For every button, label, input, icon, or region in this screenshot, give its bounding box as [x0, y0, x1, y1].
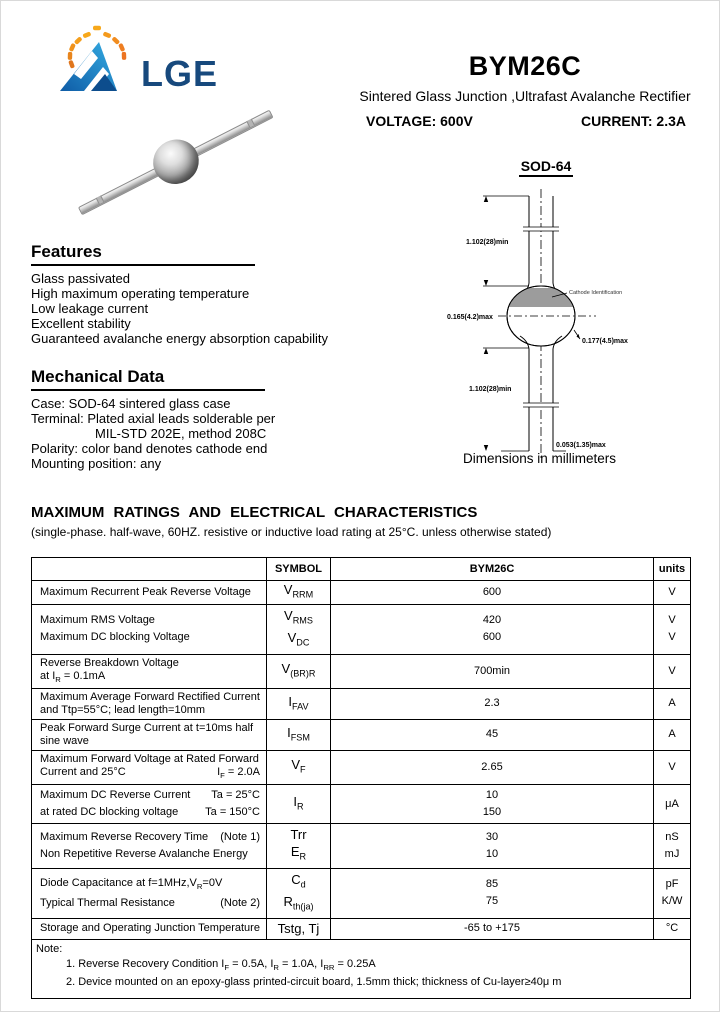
- cell-line: $V_{RMS}$: [284, 607, 313, 626]
- ratings-cell: [32, 605, 266, 654]
- cell-line: 700min: [473, 664, 511, 677]
- lead-break: [525, 227, 557, 231]
- brand-name: LGE: [141, 53, 219, 94]
- cell-line: V: [668, 585, 676, 598]
- ratings-cell: [330, 919, 653, 939]
- cell-line: Maximum Forward Voltage at Rated Forward: [40, 752, 259, 765]
- cell-line: nS: [665, 830, 679, 843]
- cell-line: Maximum DC Reverse Current Ta = 25°C: [40, 789, 260, 802]
- ratings-cell: [330, 869, 653, 918]
- cell-line: Trr: [290, 827, 307, 843]
- package-name: [491, 158, 601, 176]
- ratings-cell: [266, 919, 330, 939]
- diode-photo: [69, 93, 281, 232]
- ratings-cell: [32, 785, 266, 823]
- ratings-cell: [653, 655, 690, 688]
- ratings-cell: [330, 655, 653, 688]
- ratings-row: [32, 784, 690, 823]
- ratings-cell: [266, 581, 330, 604]
- cell-line: pF: [665, 878, 679, 891]
- ratings-cell: [32, 869, 266, 918]
- cathode-band: [506, 288, 576, 307]
- ratings-cell: [32, 581, 266, 604]
- features-heading: Features: [31, 242, 255, 266]
- lead-break: [525, 403, 557, 407]
- mechanical-heading: Mechanical Data: [31, 367, 265, 391]
- ratings-row: [32, 918, 690, 939]
- cell-line: Maximum Reverse Recovery Time (Note 1): [40, 830, 260, 843]
- ratings-row: [32, 604, 690, 654]
- diode-lead-left: [78, 167, 160, 215]
- mechanical-line: MIL-STD 202E, method 208C: [95, 426, 267, 441]
- ratings-cell: [653, 824, 690, 868]
- ratings-cell: [653, 581, 690, 604]
- cell-line: 30: [485, 830, 499, 843]
- ratings-cell: [266, 751, 330, 784]
- cell-line: Reverse Breakdown Voltage: [40, 656, 179, 669]
- cell-line: Tstg, Tj: [277, 921, 320, 937]
- lead-crimp: [95, 195, 104, 204]
- ratings-row: [32, 868, 690, 918]
- ratings-cell: [266, 689, 330, 719]
- logo-mountain-icon: [60, 42, 117, 91]
- cell-line: V: [668, 761, 676, 774]
- cell-line: 10: [485, 847, 499, 860]
- ratings-cell: [266, 720, 330, 750]
- ratings-subheading: (single-phase. half-wave, 60HZ. resistive or inductive load rating at 25°C. unless otherwise stated): [31, 525, 552, 539]
- cell-line: A: [668, 697, 676, 710]
- cell-line: sine wave: [40, 734, 89, 747]
- notes-section: [32, 939, 690, 998]
- diode-body: [145, 132, 206, 192]
- cell-line: Typical Thermal Resistance (Note 2): [40, 896, 260, 909]
- ratings-cell: [653, 751, 690, 784]
- cell-line: $V_{RRM}$: [283, 582, 314, 600]
- cell-line: $E_R$: [290, 844, 307, 862]
- cell-line: at rated DC blocking voltage Ta = 150°C: [40, 806, 260, 819]
- header-cell-parameter: [32, 558, 266, 580]
- ratings-cell: [32, 689, 266, 719]
- cell-line: °C: [665, 922, 679, 935]
- cell-line: $V_{DC}$: [287, 630, 310, 648]
- cell-line: Storage and Operating Junction Temperature: [40, 922, 260, 935]
- ratings-cell: [653, 605, 690, 654]
- cell-line: at $I_R = 0.1mA$: [40, 669, 106, 684]
- logo-graphic: [29, 21, 244, 101]
- note-item: 1. Reverse Recovery Condition $I_F = 0.5A$, $I_R = 1.0A$, $I_{RR} = 0.25A$: [66, 957, 376, 973]
- ratings-cell: [330, 824, 653, 868]
- diode-lead-right: [191, 109, 273, 157]
- cell-line: and Ttp=55°C; lead length=10mm: [40, 703, 206, 716]
- ratings-cell: [653, 785, 690, 823]
- cell-line: Diode Capacitance at $f=1MHz,V_R=0V$: [40, 876, 223, 891]
- cell-line: $C_d$: [291, 871, 306, 890]
- cell-line: 600: [482, 631, 502, 644]
- dim-body-height-label: 0.177(4.5)max: [582, 338, 628, 345]
- ratings-cell: [266, 785, 330, 823]
- cell-line: $V_F$: [291, 757, 306, 775]
- mechanical-data-section: [31, 367, 371, 471]
- ratings-cell: [330, 785, 653, 823]
- features-section: [31, 242, 361, 346]
- ratings-table-header: [32, 558, 690, 581]
- header-cell-symbol: SYMBOL: [266, 558, 330, 580]
- dim-lead-diameter-label: 0.053(1.35)max: [556, 442, 606, 449]
- dimensions-caption: Dimensions in millimeters: [463, 451, 617, 466]
- ratings-cell: [330, 689, 653, 719]
- mechanical-line: Mounting position: any: [31, 456, 162, 471]
- mechanical-list: [31, 396, 371, 471]
- note-label: Note:: [36, 942, 63, 955]
- ratings-table-body: [32, 581, 690, 939]
- mechanical-line: Terminal: Plated axial leads solderable per: [31, 411, 276, 426]
- cell-line: 150: [482, 806, 502, 819]
- cathode-identification-label: Cathode Identification: [569, 290, 623, 296]
- cell-line: Non Repetitive Reverse Avalanche Energy: [40, 847, 248, 860]
- feature-item: Excellent stability: [31, 316, 131, 331]
- cell-line: 85: [485, 878, 499, 891]
- ratings-cell: [653, 720, 690, 750]
- ratings-cell: [266, 655, 330, 688]
- dim-top-lead-label: 1.102(28)min: [466, 239, 509, 246]
- cell-line: $I_R$: [293, 793, 304, 812]
- cell-line: V: [668, 664, 676, 677]
- current-label: CURRENT: 2.3A: [580, 113, 686, 129]
- ratings-cell: [32, 720, 266, 750]
- cell-line: $I_{FAV}$: [288, 693, 309, 712]
- cell-line: 2.3: [484, 697, 500, 710]
- cell-line: Maximum DC blocking Voltage: [40, 631, 190, 644]
- mechanical-line: Case: SOD-64 sintered glass case: [31, 396, 231, 411]
- ratings-cell: [330, 581, 653, 604]
- ratings-cell: [653, 869, 690, 918]
- ratings-row: [32, 654, 690, 688]
- ratings-row: [32, 750, 690, 784]
- cell-line: 420: [482, 614, 502, 627]
- cell-line: $I_{FSM}$: [287, 724, 310, 743]
- ratings-row: [32, 719, 690, 750]
- features-list: [31, 271, 361, 346]
- cell-line: $V_{(BR)R}$: [281, 661, 316, 679]
- cell-line: $R_{th(ja)}$: [283, 894, 314, 912]
- ratings-cell: [330, 720, 653, 750]
- dim-body-width-label: 0.165(4.2)max: [447, 314, 493, 321]
- header-cell-value: BYM26C: [330, 558, 653, 580]
- cell-line: V: [668, 631, 676, 644]
- ratings-cell: [653, 919, 690, 939]
- cell-line: A: [668, 728, 676, 741]
- ratings-row: [32, 823, 690, 868]
- feature-item: High maximum operating temperature: [31, 286, 250, 301]
- cell-line: 45: [485, 728, 499, 741]
- cell-line: Maximum Recurrent Peak Reverse Voltage: [40, 585, 251, 598]
- cell-line: Maximum Average Forward Rectified Current: [40, 690, 260, 703]
- ratings-heading: MAXIMUM RATINGS AND ELECTRICAL CHARACTERISTICS: [31, 504, 478, 521]
- cell-line: 75: [485, 895, 499, 908]
- ratings-cell: [32, 655, 266, 688]
- voltage-label: VOLTAGE: 600V: [366, 113, 473, 129]
- feature-item: Guaranteed avalanche energy absorption capability: [31, 331, 329, 346]
- ratings-cell: [32, 919, 266, 939]
- ratings-cell: [266, 824, 330, 868]
- cell-line: V: [668, 614, 676, 627]
- ratings-row: [32, 688, 690, 719]
- cell-line: -65 to +175: [464, 922, 520, 935]
- part-description: Sintered Glass Junction ,Ultrafast Avalanche Rectifier: [359, 88, 691, 104]
- lead-crimp: [246, 118, 255, 127]
- dim-bottom-lead-label: 1.102(28)min: [469, 386, 512, 393]
- ratings-cell: [32, 824, 266, 868]
- package-drawing-svg: [446, 183, 716, 461]
- ratings-cell: [266, 869, 330, 918]
- ratings-row: [32, 581, 690, 604]
- package-name-text: SOD-64: [519, 158, 574, 177]
- title-block: [336, 51, 714, 129]
- cell-line: 600: [482, 585, 502, 598]
- ratings-cell: [653, 689, 690, 719]
- cell-line: 10: [485, 789, 499, 802]
- cell-line: 2.65: [481, 761, 503, 774]
- ratings-cell: [266, 605, 330, 654]
- cell-line: Maximum RMS Voltage: [40, 614, 155, 627]
- notes-list: [36, 957, 682, 990]
- cell-line: mJ: [664, 847, 680, 860]
- feature-item: Low leakage current: [31, 301, 149, 316]
- cell-line: Peak Forward Surge Current at t=10ms half: [40, 721, 254, 734]
- feature-item: Glass passivated: [31, 271, 130, 286]
- package-outline-drawing: [446, 183, 716, 461]
- ratings-cell: [330, 605, 653, 654]
- part-number: BYM26C: [468, 51, 582, 81]
- header-cell-units: units: [653, 558, 690, 580]
- note-item: 2. Device mounted on an epoxy-glass printed-circuit board, 1.5mm thick; thickness of Cu-layer≥40μ m: [66, 976, 562, 989]
- cell-line: Current and 25°C $I_F = 2.0A$: [40, 765, 260, 781]
- ratings-table: [31, 557, 691, 999]
- cell-line: K/W: [661, 895, 683, 908]
- voltage-current-row: [336, 113, 714, 129]
- ratings-cell: [330, 751, 653, 784]
- mechanical-line: Polarity: color band denotes cathode end: [31, 441, 268, 456]
- cell-line: μA: [665, 797, 679, 810]
- ratings-cell: [32, 751, 266, 784]
- brand-logo: [29, 21, 244, 101]
